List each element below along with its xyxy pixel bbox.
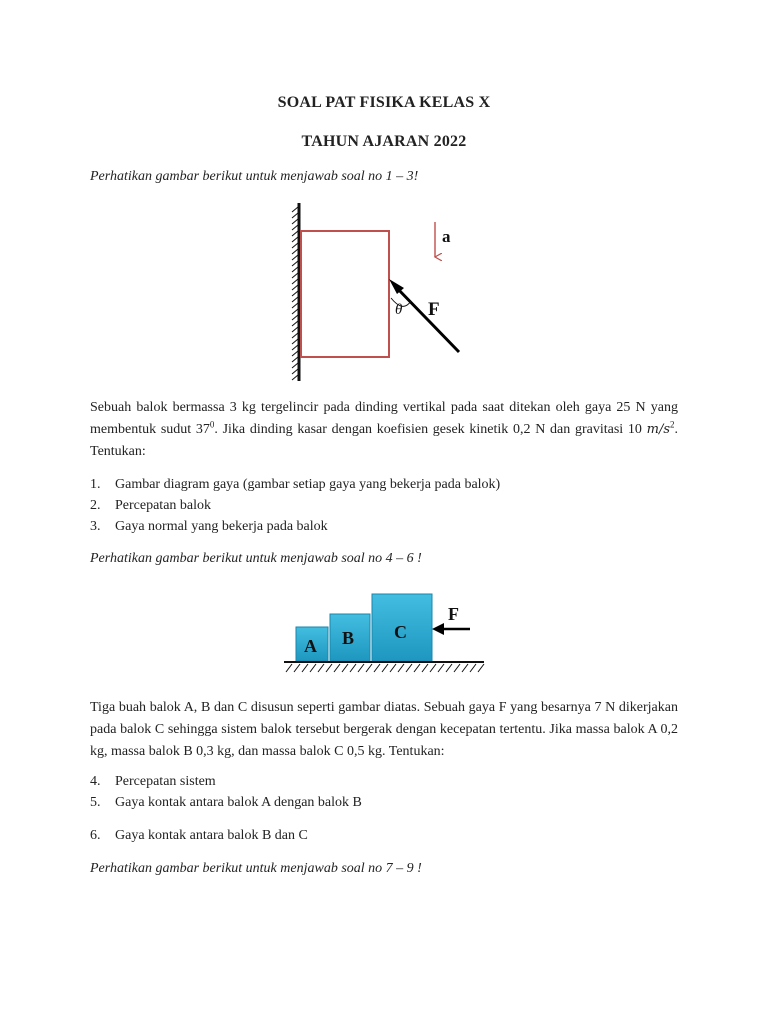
unit-superscript: 2 bbox=[670, 419, 675, 430]
document-subtitle: TAHUN AJARAN 2022 bbox=[301, 133, 467, 150]
degree-superscript: 0 bbox=[209, 419, 215, 430]
instruction-questions-1-3: Perhatikan gambar berikut untuk menjawab soal no 1 – 3! bbox=[90, 169, 419, 184]
item-number: 3. bbox=[90, 519, 101, 534]
figure-block-on-wall bbox=[285, 195, 485, 385]
list-item bbox=[90, 771, 362, 792]
list-item bbox=[90, 474, 500, 495]
problem-1-text-part-1: Sebuah balok bermassa 3 kg tergelincir pada dinding vertikal pada saat ditekan oleh gaya 25 N yang membentuk sudut 37 bbox=[90, 400, 678, 437]
item-number: 4. bbox=[90, 774, 101, 789]
list-item bbox=[90, 792, 362, 813]
item-text: Gaya kontak antara balok A dengan balok B bbox=[115, 795, 362, 810]
instruction-questions-4-6: Perhatikan gambar berikut untuk menjawab soal no 4 – 6 ! bbox=[90, 551, 422, 566]
label-block-a: A bbox=[304, 636, 317, 656]
item-number: 2. bbox=[90, 498, 101, 513]
item-number: 6. bbox=[90, 828, 101, 843]
item-text: Percepatan sistem bbox=[115, 774, 216, 789]
item-text: Gambar diagram gaya (gambar setiap gaya yang bekerja pada balok) bbox=[115, 477, 501, 492]
item-number: 1. bbox=[90, 477, 101, 492]
problem-1-text-part-2: . Jika dinding kasar dengan koefisien gesek kinetik 0,2 N dan gravitasi 10 bbox=[214, 422, 647, 437]
list-item bbox=[90, 516, 500, 537]
label-theta: θ bbox=[395, 302, 403, 318]
problem-2-text: Tiga buah balok A, B dan C disusun seperti gambar diatas. Sebuah gaya F yang besarnya 7 N dikerjakan pada balok C sehingga sistem balok tersebut bergerak dengan kecepatan tertentu. Jika massa balok A 0,2 kg, massa balok B 0,3 kg, dan massa balok C 0,5 kg. Tentukan: bbox=[90, 700, 678, 759]
item-text: Gaya kontak antara balok B dan C bbox=[115, 828, 308, 843]
force-arrow-left bbox=[432, 623, 470, 635]
instruction-questions-7-9: Perhatikan gambar berikut untuk menjawab soal no 7 – 9 ! bbox=[90, 861, 422, 876]
problem-1-text-part-3: . Tentukan: bbox=[90, 422, 679, 459]
label-block-b: B bbox=[342, 628, 355, 648]
wall-hatching bbox=[292, 203, 299, 381]
label-f: F bbox=[428, 299, 440, 320]
figure-three-blocks bbox=[280, 588, 490, 680]
question-list-6 bbox=[90, 825, 308, 846]
document-title: SOAL PAT FISIKA KELAS X bbox=[277, 94, 491, 111]
label-block-c: C bbox=[394, 622, 407, 642]
gravity-unit: m/s bbox=[646, 422, 671, 437]
list-item bbox=[90, 825, 308, 846]
label-force: F bbox=[448, 604, 459, 624]
problem-1-text bbox=[90, 397, 678, 463]
question-list-4-5 bbox=[90, 771, 362, 813]
block bbox=[301, 231, 389, 357]
question-list-1-3 bbox=[90, 474, 500, 537]
list-item bbox=[90, 495, 500, 516]
item-text: Gaya normal yang bekerja pada balok bbox=[115, 519, 328, 534]
item-number: 5. bbox=[90, 795, 101, 810]
item-text: Percepatan balok bbox=[115, 498, 212, 513]
label-a: a bbox=[442, 227, 451, 246]
ground-hatching bbox=[286, 664, 484, 672]
